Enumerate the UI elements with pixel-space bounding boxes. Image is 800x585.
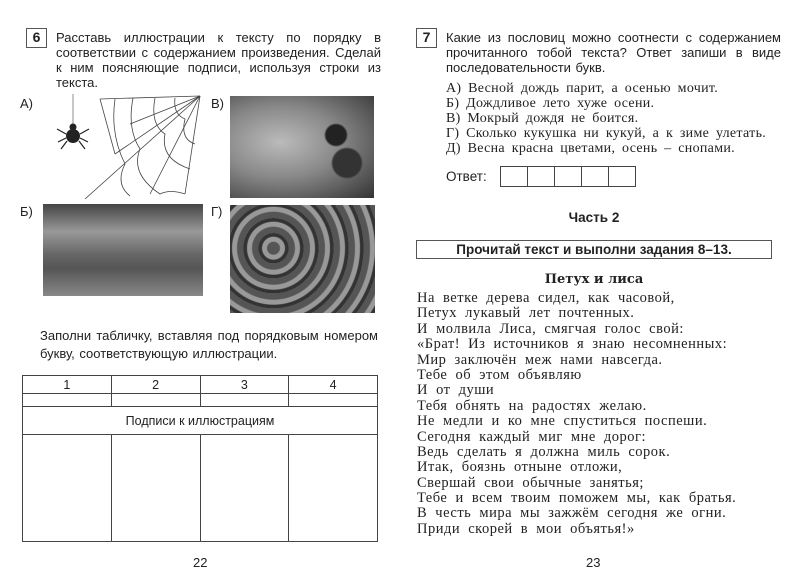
forest-fog-photo <box>230 96 374 198</box>
poem-line: В честь мира мы зажжём сегодня же огни. <box>417 505 727 522</box>
option-v: В) Мокрый дождя не боится. <box>446 111 639 126</box>
table-header-4: 4 <box>289 376 378 394</box>
poem-line: Не медли и ко мне спуститься поспеши. <box>417 413 708 430</box>
option-g: Г) Сколько кукушка ни кукуй, а к зиме улетать. <box>446 126 767 141</box>
birds-field-photo <box>43 204 203 296</box>
proverb-options <box>446 81 791 156</box>
page-number-right: 23 <box>586 555 601 570</box>
task-number-6: 6 <box>26 28 47 48</box>
illustration-label-v: В) <box>211 96 224 111</box>
table-header-1: 1 <box>23 376 112 394</box>
fallen-leaves-photo <box>230 205 375 313</box>
illustration-label-a: А) <box>20 96 33 111</box>
poem-line: Тебе об этом объявляю <box>417 366 582 383</box>
poem-line: Итак, боязнь отныне отложи, <box>417 459 623 476</box>
poem-line: Свершай свои обычные занятья; <box>417 474 644 491</box>
answer-label: Ответ: <box>446 169 487 184</box>
poem-title: Петух и лиса <box>544 272 644 287</box>
caption-cell-4[interactable] <box>289 435 378 542</box>
poem-line: Тебе и всем твоим поможем мы, как братья. <box>417 490 737 507</box>
poem-line: Тебя обнять на радостях желаю. <box>417 397 647 414</box>
poem-line: Сегодня каждый миг мне дорог: <box>417 428 647 445</box>
option-a: А) Весной дождь парит, а осенью мочит. <box>446 81 719 96</box>
answer-row <box>446 166 636 187</box>
page-number-left: 22 <box>193 555 208 570</box>
task-6-text: Расставь иллюстрации к тексту по порядку в соответствии с содержанием произведения. Сделай к ним поясняющие подписи, используя строки из текста. <box>56 30 381 90</box>
poem-line: Приди скорей в мои объятья!» <box>417 520 635 537</box>
illustration-label-g: Г) <box>211 204 223 219</box>
spider-web-illustration <box>55 94 205 199</box>
letter-cell-1[interactable] <box>23 394 112 407</box>
poem-line: На ветке дерева сидел, как часовой, <box>417 290 675 306</box>
letter-cell-4[interactable] <box>289 394 378 407</box>
caption-cell-3[interactable] <box>200 435 289 542</box>
task-number-7: 7 <box>416 28 437 48</box>
answer-box-1[interactable] <box>500 166 528 187</box>
illustration-label-b: Б) <box>20 204 33 219</box>
poem-line: «Брат! Из источников я знаю несомненных: <box>417 336 728 353</box>
captions-header: Подписи к иллюстрациям <box>23 407 378 435</box>
task-7-text: Какие из пословиц можно соотнести с содержанием прочитанного тобой текста? Ответ запиши в виде последовательности букв. <box>446 30 781 75</box>
instruction-box: Прочитай текст и выполни задания 8–13. <box>416 240 772 259</box>
part-title: Часть 2 <box>568 210 620 225</box>
caption-cell-1[interactable] <box>23 435 112 542</box>
option-d: Д) Весна красна цветами, осень – снопами. <box>446 141 735 156</box>
letter-cell-2[interactable] <box>111 394 200 407</box>
option-b: Б) Дождливое лето хуже осени. <box>446 96 655 111</box>
letter-cell-3[interactable] <box>200 394 289 407</box>
table-header-3: 3 <box>200 376 289 394</box>
answer-box-4[interactable] <box>581 166 609 187</box>
answer-box-2[interactable] <box>527 166 555 187</box>
answer-table <box>22 375 378 542</box>
fill-table-instruction: Заполни табличку, вставляя под порядковым номером букву, соответствующую иллюстрации. <box>40 328 378 361</box>
answer-box-5[interactable] <box>608 166 636 187</box>
table-header-2: 2 <box>111 376 200 394</box>
poem-line: И молвила Лиса, смягчая голос свой: <box>417 320 684 337</box>
spider-icon <box>57 124 89 150</box>
poem-text <box>417 291 787 537</box>
answer-box-3[interactable] <box>554 166 582 187</box>
poem-line: Петух лукавый лет почтенных. <box>417 305 635 322</box>
poem-line: Мир заключён меж нами навсегда. <box>417 351 663 368</box>
poem-line: Ведь сделать я должна миль сорок. <box>417 443 671 460</box>
caption-cell-2[interactable] <box>111 435 200 542</box>
poem-line: И от души <box>417 382 495 399</box>
